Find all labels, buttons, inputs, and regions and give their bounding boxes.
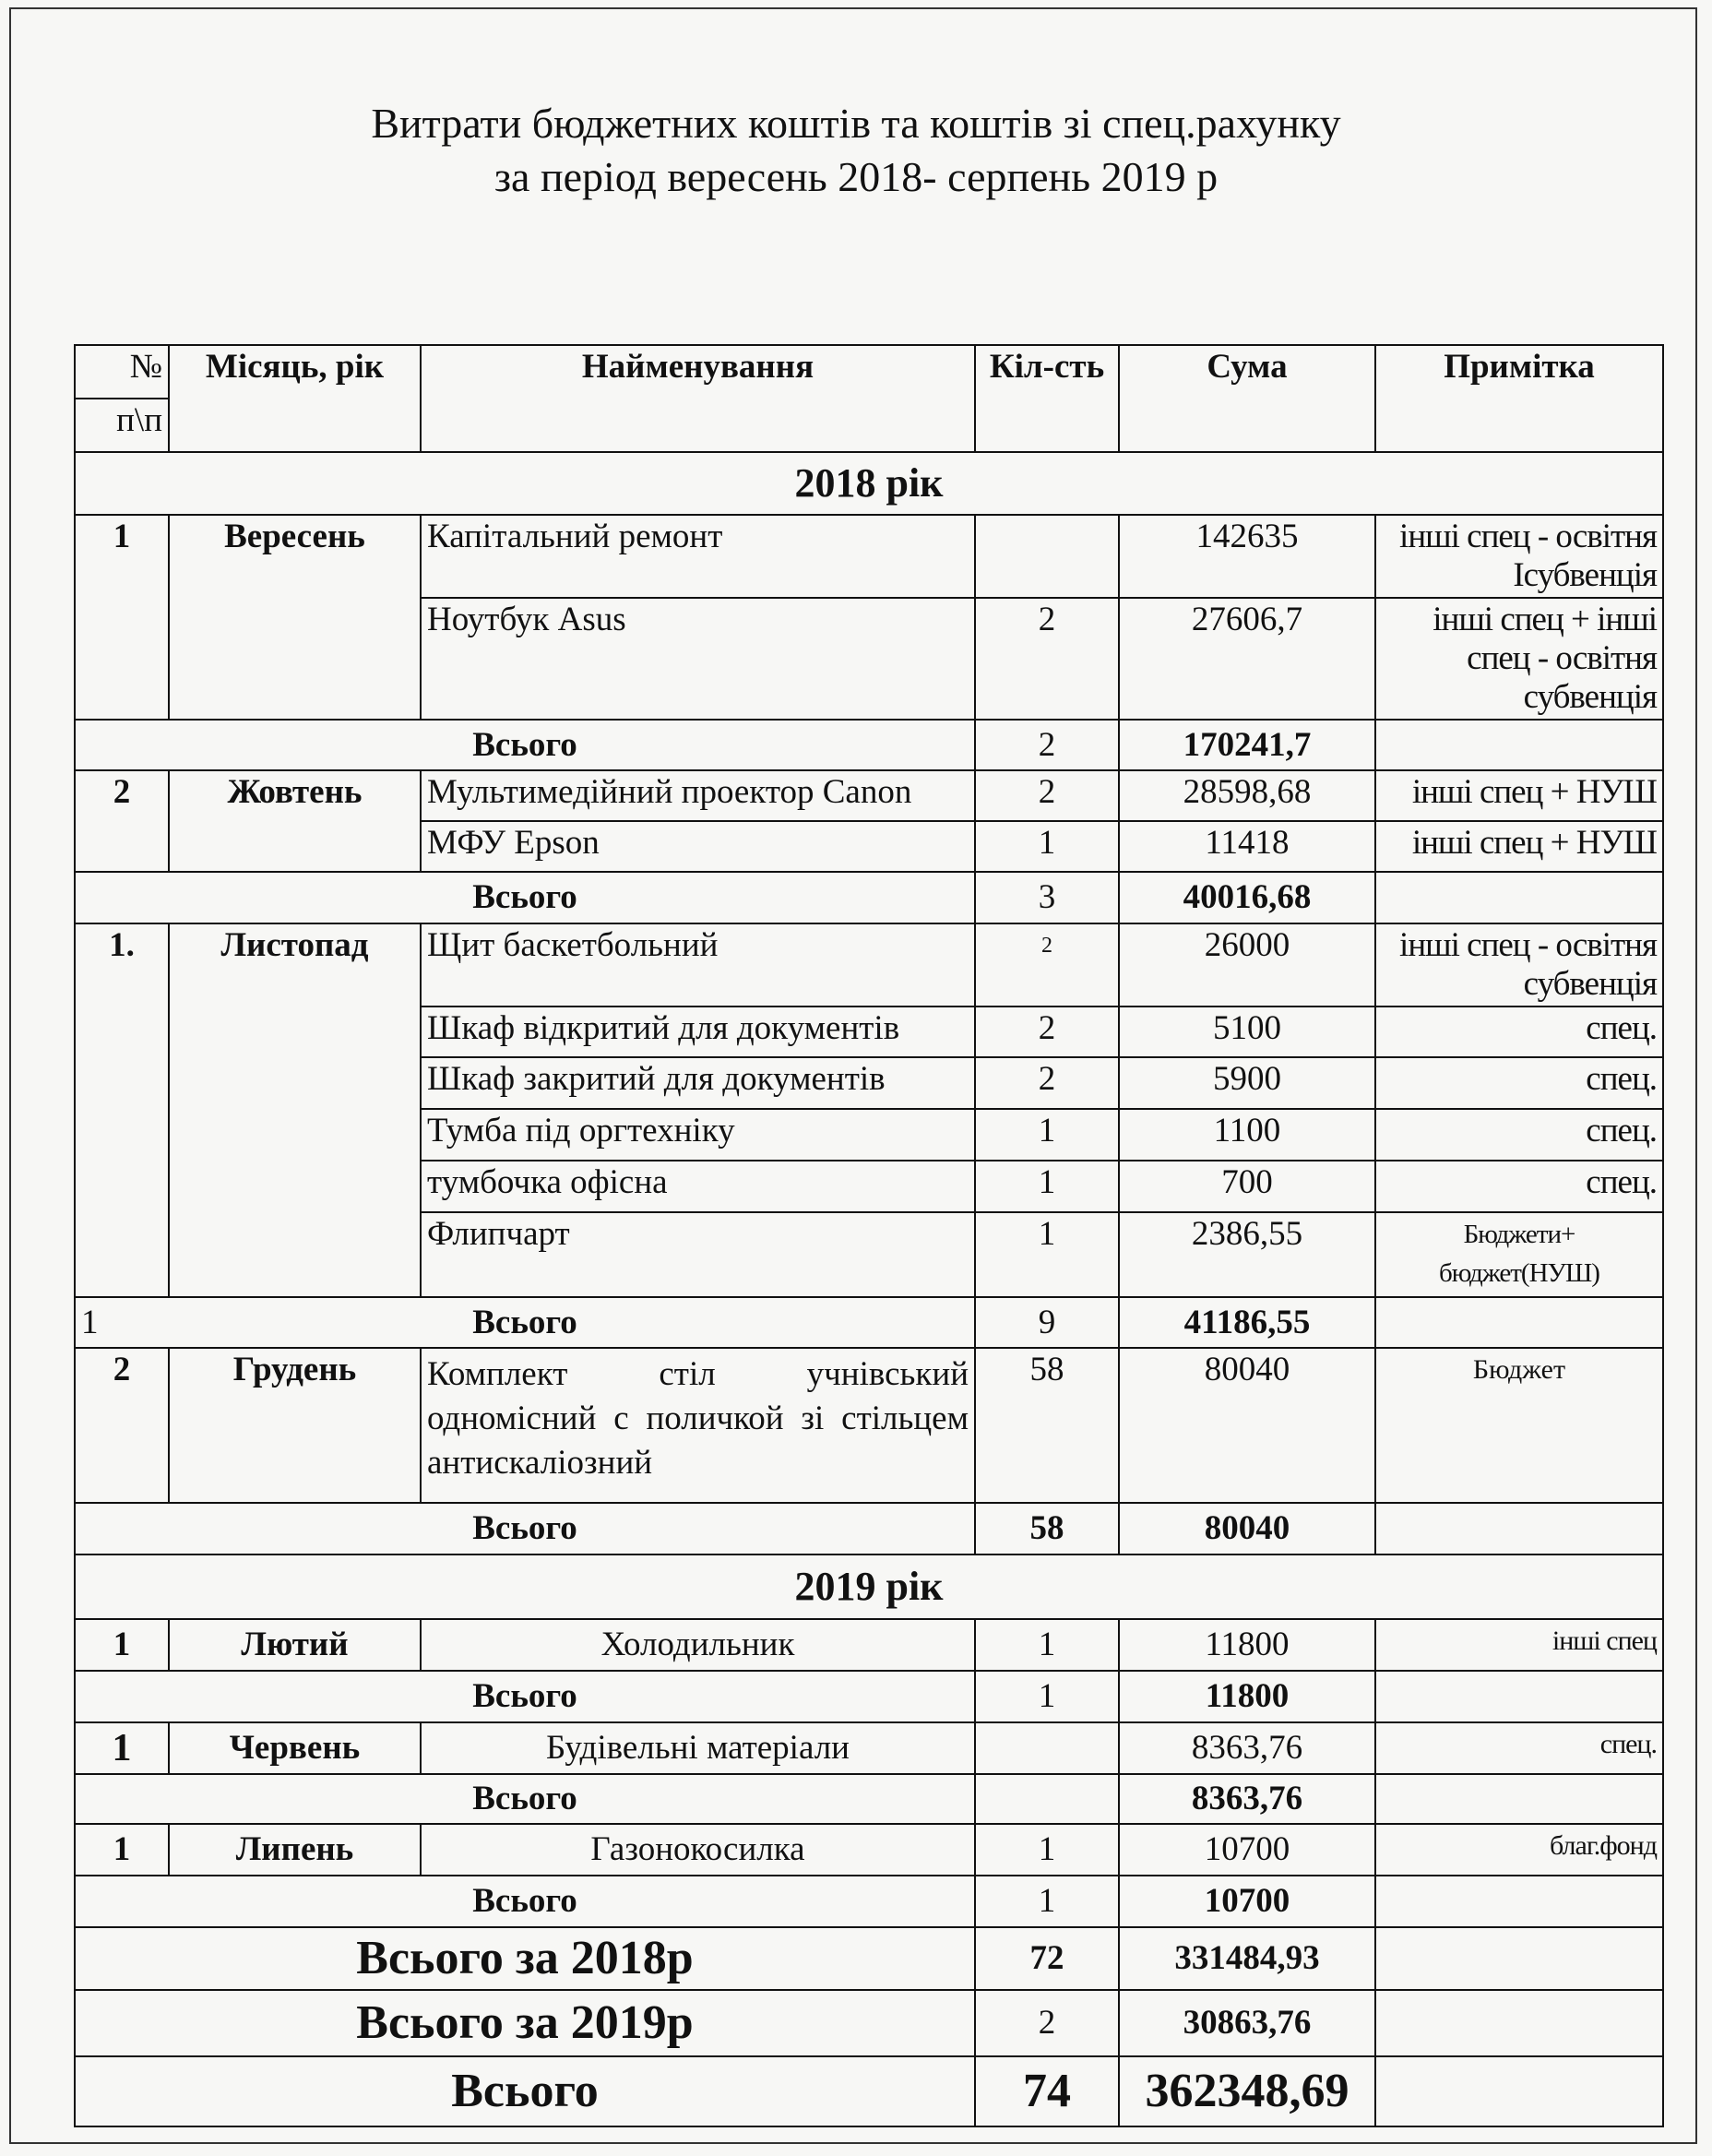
item-qty bbox=[975, 515, 1119, 598]
item-qty: 1 bbox=[975, 1824, 1119, 1876]
row-month: Липень bbox=[169, 1824, 421, 1876]
row-month: Грудень bbox=[169, 1348, 421, 1503]
row-num: 1 bbox=[75, 1722, 169, 1774]
item-qty: 1 bbox=[975, 1619, 1119, 1671]
item-name: Флипчарт bbox=[421, 1212, 975, 1297]
table-row bbox=[75, 1619, 1663, 1671]
total-2018-label: Всього за 2018р bbox=[75, 1927, 975, 1990]
total-qty: 3 bbox=[975, 872, 1119, 923]
item-note: спец. bbox=[1375, 1109, 1663, 1161]
item-qty: 2 bbox=[975, 1007, 1119, 1057]
item-note: спец. bbox=[1375, 1161, 1663, 1212]
total-sum: 8363,76 bbox=[1119, 1774, 1375, 1824]
grand-total-note bbox=[1375, 2056, 1663, 2126]
year-row-2019 bbox=[75, 1554, 1663, 1619]
item-sum: 10700 bbox=[1119, 1824, 1375, 1876]
row-month: Листопад bbox=[169, 923, 421, 1297]
total-2019-qty: 2 bbox=[975, 1990, 1119, 2056]
row-num: 1 bbox=[75, 1824, 169, 1876]
item-note: інші спец bbox=[1375, 1619, 1663, 1671]
row-num: 1 bbox=[75, 515, 169, 720]
item-note: інші спец + інші спец - освітня субвенція bbox=[1375, 598, 1663, 720]
grand-total-sum: 362348,69 bbox=[1119, 2056, 1375, 2126]
row-month: Червень bbox=[169, 1722, 421, 1774]
total-qty: 1 bbox=[975, 1671, 1119, 1722]
row-num: 2 bbox=[75, 770, 169, 872]
item-qty: 58 bbox=[975, 1348, 1119, 1503]
expenses-table bbox=[74, 344, 1664, 2127]
item-note: Бюджет bbox=[1375, 1348, 1663, 1503]
item-qty: 2 bbox=[975, 598, 1119, 720]
item-sum: 26000 bbox=[1119, 923, 1375, 1007]
total-qty: 58 bbox=[975, 1503, 1119, 1554]
total-2018-note bbox=[1375, 1927, 1663, 1990]
item-qty: 2 bbox=[975, 770, 1119, 821]
item-qty: 1 bbox=[975, 821, 1119, 872]
item-note: інші спец + НУШ bbox=[1375, 821, 1663, 872]
grand-total-label: Всього bbox=[75, 2056, 975, 2126]
total-2018-row bbox=[75, 1927, 1663, 1990]
row-num: 1 bbox=[75, 1619, 169, 1671]
item-note: Бюджети+ бюджет(НУШ) bbox=[1375, 1212, 1663, 1297]
row-num: 1. bbox=[75, 923, 169, 1297]
item-note: інші спец - освітня субвенція bbox=[1375, 923, 1663, 1007]
item-note: благ.фонд bbox=[1375, 1824, 1663, 1876]
total-label: Всього bbox=[472, 1303, 577, 1341]
item-qty: 1 bbox=[975, 1161, 1119, 1212]
total-label: Всього bbox=[75, 1503, 975, 1554]
item-sum: 11418 bbox=[1119, 821, 1375, 872]
total-note bbox=[1375, 872, 1663, 923]
year-label-2018: 2018 рік bbox=[75, 452, 1663, 515]
item-note: спец. bbox=[1375, 1057, 1663, 1109]
row-month: Жовтень bbox=[169, 770, 421, 872]
total-2019-note bbox=[1375, 1990, 1663, 2056]
grand-total-row bbox=[75, 2056, 1663, 2126]
item-note: спец. bbox=[1375, 1722, 1663, 1774]
item-name: Щит баскетбольний bbox=[421, 923, 975, 1007]
total-row bbox=[75, 872, 1663, 923]
col-sum-header: Сума bbox=[1119, 345, 1375, 452]
col-num-header: № bbox=[75, 345, 169, 399]
item-name: Ноутбук Asus bbox=[421, 598, 975, 720]
total-note bbox=[1375, 1774, 1663, 1824]
row-num: 2 bbox=[75, 1348, 169, 1503]
total-label: Всього bbox=[75, 872, 975, 923]
item-sum: 8363,76 bbox=[1119, 1722, 1375, 1774]
table-row bbox=[75, 923, 1663, 1007]
grand-total-qty: 74 bbox=[975, 2056, 1119, 2126]
total-label: Всього bbox=[75, 1671, 975, 1722]
item-sum: 27606,7 bbox=[1119, 598, 1375, 720]
total-cell bbox=[75, 1297, 975, 1348]
total-label: Всього bbox=[75, 1774, 975, 1824]
item-name: МФУ Epson bbox=[421, 821, 975, 872]
title-line-1: Витрати бюджетних коштів та коштів зі спец.рахунку bbox=[371, 100, 1341, 147]
item-qty: 1 bbox=[975, 1212, 1119, 1297]
item-name: Капітальний ремонт bbox=[421, 515, 975, 598]
item-sum: 5900 bbox=[1119, 1057, 1375, 1109]
col-num-subheader: п\п bbox=[75, 399, 169, 452]
total-row bbox=[75, 1876, 1663, 1927]
year-row-2018 bbox=[75, 452, 1663, 515]
total-row bbox=[75, 1671, 1663, 1722]
total-sum: 80040 bbox=[1119, 1503, 1375, 1554]
total-qty: 9 bbox=[975, 1297, 1119, 1348]
total-note bbox=[1375, 1671, 1663, 1722]
total-qty bbox=[975, 1774, 1119, 1824]
item-qty: 2 bbox=[975, 923, 1119, 1007]
total-label: Всього bbox=[75, 1876, 975, 1927]
item-name: Комплект стіл учнівський одномісний с поличкой зі стільцем антискаліозний bbox=[421, 1348, 975, 1503]
row-month: Вересень bbox=[169, 515, 421, 720]
item-sum: 11800 bbox=[1119, 1619, 1375, 1671]
item-note: інші спец + НУШ bbox=[1375, 770, 1663, 821]
item-note: спец. bbox=[1375, 1007, 1663, 1057]
total-note bbox=[1375, 1876, 1663, 1927]
item-name: Мультимедійний проектор Canon bbox=[421, 770, 975, 821]
col-month-header: Місяць, рік bbox=[169, 345, 421, 452]
total-2019-sum: 30863,76 bbox=[1119, 1990, 1375, 2056]
total-sum: 10700 bbox=[1119, 1876, 1375, 1927]
table-row bbox=[75, 515, 1663, 598]
item-qty bbox=[975, 1722, 1119, 1774]
table-row bbox=[75, 1722, 1663, 1774]
year-label-2019: 2019 рік bbox=[75, 1554, 1663, 1619]
item-sum: 2386,55 bbox=[1119, 1212, 1375, 1297]
total-label: Всього bbox=[75, 720, 975, 770]
total-qty: 1 bbox=[975, 1876, 1119, 1927]
total-2018-sum: 331484,93 bbox=[1119, 1927, 1375, 1990]
item-name: Газонокосилка bbox=[421, 1824, 975, 1876]
total-note bbox=[1375, 1297, 1663, 1348]
total-row bbox=[75, 1774, 1663, 1824]
table-row bbox=[75, 1348, 1663, 1503]
item-name: Будівельні матеріали bbox=[421, 1722, 975, 1774]
total-row bbox=[75, 720, 1663, 770]
total-sum: 170241,7 bbox=[1119, 720, 1375, 770]
item-sum: 28598,68 bbox=[1119, 770, 1375, 821]
total-sum: 41186,55 bbox=[1119, 1297, 1375, 1348]
item-sum: 1100 bbox=[1119, 1109, 1375, 1161]
item-name: Шкаф закритий для документів bbox=[421, 1057, 975, 1109]
total-row bbox=[75, 1503, 1663, 1554]
item-qty: 2 bbox=[975, 1057, 1119, 1109]
item-sum: 142635 bbox=[1119, 515, 1375, 598]
item-name: Холодильник bbox=[421, 1619, 975, 1671]
item-note: інші спец - освітня Ісубвенція bbox=[1375, 515, 1663, 598]
total-note bbox=[1375, 1503, 1663, 1554]
total-prefix: 1 bbox=[81, 1304, 99, 1341]
item-sum: 5100 bbox=[1119, 1007, 1375, 1057]
col-name-header: Найменування bbox=[421, 345, 975, 452]
total-sum: 40016,68 bbox=[1119, 872, 1375, 923]
item-name: Шкаф відкритий для документів bbox=[421, 1007, 975, 1057]
table-row bbox=[75, 1824, 1663, 1876]
total-2018-qty: 72 bbox=[975, 1927, 1119, 1990]
total-sum: 11800 bbox=[1119, 1671, 1375, 1722]
total-qty: 2 bbox=[975, 720, 1119, 770]
total-row bbox=[75, 1297, 1663, 1348]
total-2019-label: Всього за 2019р bbox=[75, 1990, 975, 2056]
title-line-2: за період вересень 2018- серпень 2019 р bbox=[493, 153, 1219, 200]
item-sum: 80040 bbox=[1119, 1348, 1375, 1503]
item-name: Тумба під оргтехніку bbox=[421, 1109, 975, 1161]
item-qty: 1 bbox=[975, 1109, 1119, 1161]
row-month: Лютий bbox=[169, 1619, 421, 1671]
item-name: тумбочка офісна bbox=[421, 1161, 975, 1212]
document-title bbox=[0, 97, 1712, 204]
total-2019-row bbox=[75, 1990, 1663, 2056]
header-row bbox=[75, 345, 1663, 399]
item-sum: 700 bbox=[1119, 1161, 1375, 1212]
col-qty-header: Кіл-сть bbox=[975, 345, 1119, 452]
table-row bbox=[75, 770, 1663, 821]
col-note-header: Примітка bbox=[1375, 345, 1663, 452]
total-note bbox=[1375, 720, 1663, 770]
